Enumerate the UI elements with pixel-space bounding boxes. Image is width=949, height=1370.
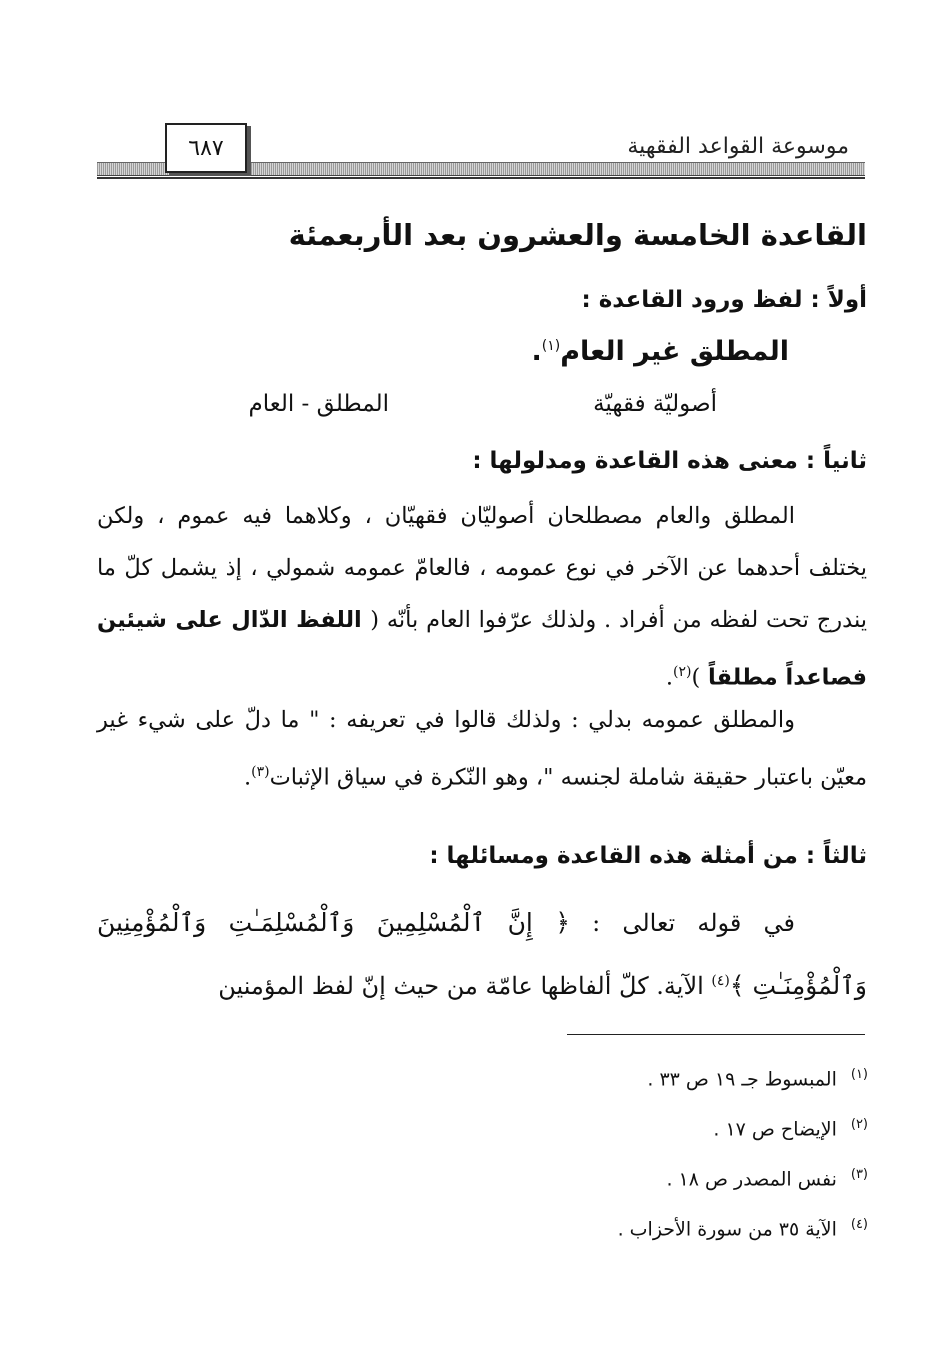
footnote-separator bbox=[567, 1034, 865, 1035]
rule-title: القاعدة الخامسة والعشرون بعد الأربعمئة bbox=[288, 218, 867, 252]
footnote-text: الإيضاح ص ١٧ . bbox=[713, 1118, 837, 1141]
paragraph-intro: في قوله تعالى : bbox=[569, 909, 795, 937]
footnote-item bbox=[300, 1155, 868, 1205]
paragraph-text: المطلق والعام مصطلحان أصوليّان فقهيّان ، وكلاهما فيه عموم ، ولكن يختلف أحدهما عن الآخر في نوع عمومه ، فالعامّ عمومه شمولي ، إذ يشمل كلّ ما يندرج تحت لفظه من أفراد . ولذلك عرّفوا العام بأنّه ( bbox=[97, 503, 867, 633]
header-rule-thin bbox=[97, 177, 865, 179]
footnote-item bbox=[300, 1105, 868, 1155]
footnote-ref-1: (١) bbox=[541, 338, 561, 354]
footnote-ref-3: (٣) bbox=[251, 764, 270, 780]
footnote-ref-2: (٢) bbox=[672, 664, 692, 680]
paren-close: ) bbox=[691, 664, 701, 691]
footnote-mark: (٢) bbox=[850, 1117, 868, 1132]
paragraph-examples bbox=[97, 894, 867, 1015]
footnote-item bbox=[300, 1205, 868, 1255]
section-heading-examples: ثالثاً : من أمثلة هذه القاعدة ومسائلها : bbox=[429, 843, 867, 869]
page-number: ٦٨٧ bbox=[165, 123, 247, 173]
sentence-end: . bbox=[243, 764, 252, 791]
rule-categories bbox=[97, 391, 867, 431]
footnote-mark: (٣) bbox=[850, 1167, 868, 1182]
maxim-text bbox=[97, 336, 867, 367]
paragraph-meaning-1 bbox=[97, 490, 867, 704]
category-subject: المطلق - العام bbox=[248, 391, 389, 417]
paragraph-text: والمطلق عمومه بدلي : ولذلك قالوا في تعريفه : " ما دلّ على شيء غير معيّن باعتبار حقيقة شاملة لجنسه "، وهو النّكرة في سياق الإثبات bbox=[97, 707, 867, 791]
maxim-end: . bbox=[531, 336, 542, 367]
category-type: أصوليّة فقهيّة bbox=[593, 391, 717, 417]
footnote-mark: (٤) bbox=[850, 1217, 868, 1232]
footnote-text: نفس المصدر ص ١٨ . bbox=[666, 1168, 837, 1191]
section-heading-wording: أولاً : لفظ ورود القاعدة : bbox=[581, 287, 867, 313]
page-header bbox=[97, 118, 865, 178]
footnote-mark: (١) bbox=[850, 1067, 868, 1082]
footnote-ref-4: (٤) bbox=[711, 973, 730, 989]
definition-bold: اللفظ الدّال على شيئين فصاعداً مطلقاً bbox=[97, 607, 867, 691]
paragraph-meaning-2 bbox=[97, 694, 867, 804]
footnote-text: الآية ٣٥ من سورة الأحزاب . bbox=[617, 1218, 837, 1241]
footnotes bbox=[300, 1055, 868, 1255]
quran-verse: ﴿ إِنَّ ٱلْمُسْلِمِينَ وَٱلْمُسْلِمَـٰتِ وَٱلْمُؤْمِنِينَ وَٱلْمُؤْمِنَـٰتِ ﴾ bbox=[97, 908, 867, 1000]
sentence-end: . bbox=[665, 664, 673, 691]
maxim-label: المطلق غير العام bbox=[560, 336, 789, 367]
section-heading-meaning: ثانياً : معنى هذه القاعدة ومدلولها : bbox=[472, 448, 867, 474]
footnote-item bbox=[300, 1055, 868, 1105]
paragraph-text: الآية. كلّ ألفاظها عامّة من حيث إنّ لفظ المؤمنين bbox=[218, 972, 712, 1000]
footnote-text: المبسوط جـ ١٩ ص ٣٣ . bbox=[647, 1068, 837, 1091]
running-title: موسوعة القواعد الفقهية bbox=[627, 134, 849, 159]
